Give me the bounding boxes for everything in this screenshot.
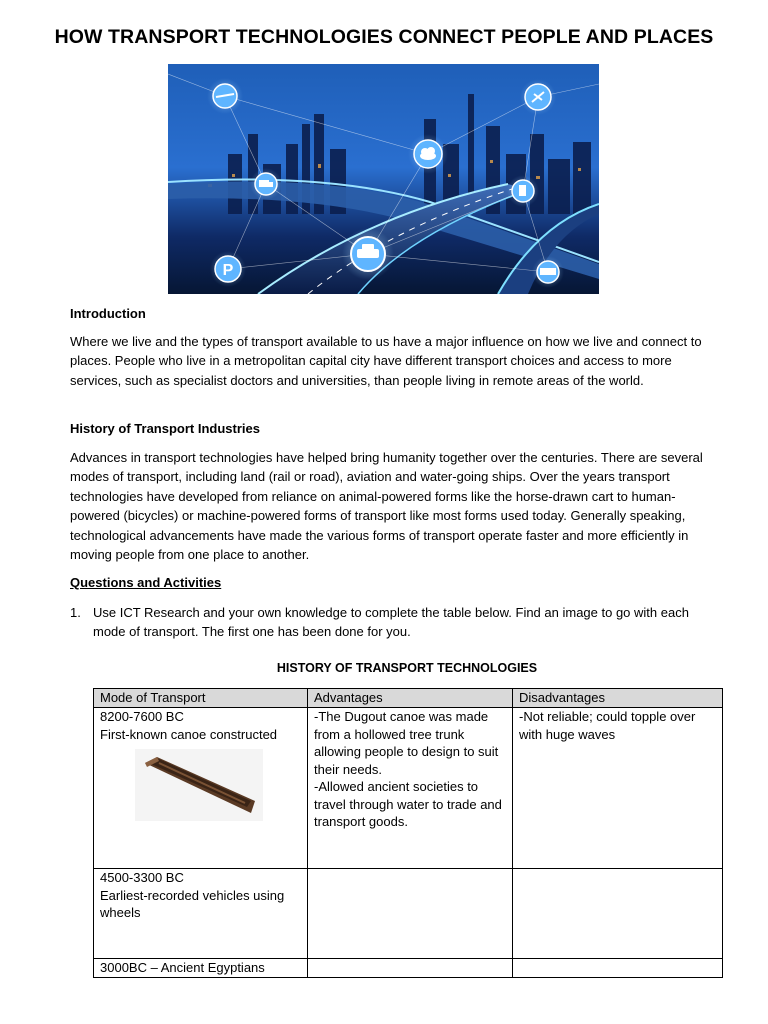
bus-icon: [532, 256, 564, 288]
table-row: [94, 708, 723, 869]
advantage-item: -Allowed ancient societies to travel through water to trade and transport goods.: [314, 779, 502, 829]
fuel-pump-icon: [507, 175, 539, 207]
mode-cell[interactable]: [94, 959, 308, 978]
question-number: 1.: [70, 605, 81, 620]
mode-date: 3000BC – Ancient Egyptians: [100, 960, 265, 975]
mode-description: First-known canoe constructed: [100, 726, 278, 742]
advantages-cell[interactable]: [308, 959, 513, 978]
header-mode: Mode of Transport: [94, 689, 308, 708]
mode-description: Earliest-recorded vehicles using wheels: [100, 887, 285, 920]
disadvantages-cell[interactable]: [513, 708, 723, 869]
questions-heading: Questions and Activities: [70, 575, 222, 590]
question-text: Use ICT Research and your own knowledge to complete the table below. Find an image to go with each mode of transport. The first one has been done for you.: [93, 605, 689, 640]
page-title: HOW TRANSPORT TECHNOLOGIES CONNECT PEOPLE AND PLACES: [54, 26, 714, 48]
table-row: [94, 869, 723, 959]
history-paragraph: Advances in transport technologies have helped bring humanity together over the centuries. There are several modes of transport, including land (rail or road), aviation and water-going ships. Over the years transport technologies have developed from reliance on animal-powered forms like the horse-drawn cart to human-powered (bicycles) or machine-powered forms of transport like most forms used today. Generally speaking, technological advancements have made the various forms of transport operate faster and more efficiently in moving people from one place to another.: [70, 450, 703, 563]
mode-cell[interactable]: [94, 869, 308, 959]
cloud-icon: [408, 134, 448, 174]
header-advantages: Advantages: [308, 689, 513, 708]
hero-image: [168, 64, 599, 294]
table-row: [94, 959, 723, 978]
table-header-row: [94, 689, 723, 708]
car-icon: [342, 228, 394, 280]
svg-text:P: P: [222, 262, 234, 279]
mode-date: 8200-7600 BC: [100, 709, 184, 724]
advantages-cell[interactable]: [308, 708, 513, 869]
parking-icon: [210, 251, 246, 287]
advantages-cell[interactable]: [308, 869, 513, 959]
truck-icon: [250, 168, 282, 200]
history-heading: History of Transport Industries: [70, 421, 260, 436]
mode-date: 4500-3300 BC: [100, 870, 184, 885]
table-title: HISTORY OF TRANSPORT TECHNOLOGIES: [276, 661, 538, 675]
mode-cell[interactable]: [94, 708, 308, 869]
airplane-icon: [207, 78, 243, 114]
header-disadvantages: Disadvantages: [513, 689, 723, 708]
dugout-canoe-image: [135, 749, 263, 821]
advantage-item: -The Dugout canoe was made from a hollowed tree trunk allowing people to design to suit their needs.: [314, 709, 499, 777]
transport-history-table: [93, 688, 723, 978]
intro-heading: Introduction: [70, 306, 146, 321]
disadvantage-item: -Not reliable; could topple over with huge waves: [519, 709, 696, 742]
plane-icon: [520, 79, 556, 115]
disadvantages-cell[interactable]: [513, 959, 723, 978]
disadvantages-cell[interactable]: [513, 869, 723, 959]
intro-paragraph: Where we live and the types of transport available to us have a major influence on how we live and connect to places. People who live in a metropolitan capital city have different transport choices and access to more services, such as specialist doctors and universities, than people living in remote areas of the world.: [70, 334, 702, 388]
